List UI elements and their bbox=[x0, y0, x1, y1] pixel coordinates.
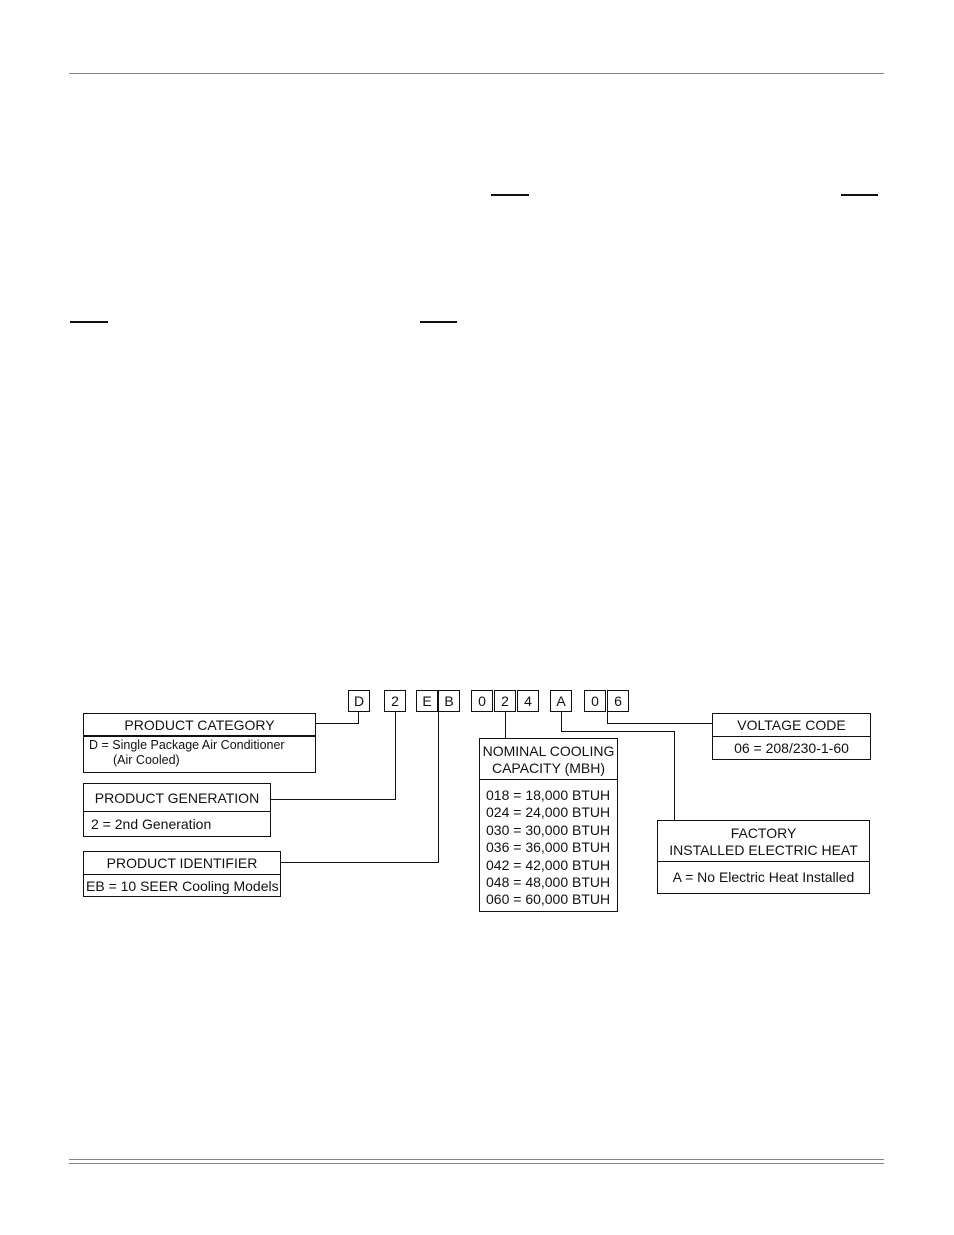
nominal-cooling-title-line2: CAPACITY (MBH) bbox=[491, 760, 606, 776]
voltage-code-box bbox=[712, 713, 871, 760]
capacity-option: 024 = 24,000 BTUH bbox=[486, 804, 611, 821]
capacity-option: 036 = 36,000 BTUH bbox=[486, 839, 611, 856]
capacity-option: 030 = 30,000 BTUH bbox=[486, 821, 611, 838]
electric-heat-value: A = No Electric Heat Installed bbox=[672, 869, 855, 885]
underline-mark bbox=[70, 321, 108, 323]
footer-rule-bottom bbox=[69, 1163, 884, 1164]
voltage-code-value: 06 = 208/230-1-60 bbox=[734, 740, 849, 756]
code-digit-voltage-2: 6 bbox=[607, 690, 629, 712]
footer-rule-top bbox=[69, 1159, 884, 1160]
product-category-line1: D = Single Package Air Conditioner bbox=[89, 738, 285, 752]
nominal-cooling-title-line1: NOMINAL COOLING bbox=[482, 743, 615, 759]
product-generation-value: 2 = 2nd Generation bbox=[91, 816, 212, 832]
capacity-option: 042 = 42,000 BTUH bbox=[486, 856, 611, 873]
product-identifier-value: EB = 10 SEER Cooling Models bbox=[86, 878, 279, 894]
connector-line bbox=[270, 799, 396, 800]
connector-line bbox=[607, 723, 713, 724]
code-letter-e: E bbox=[416, 690, 438, 712]
electric-heat-box bbox=[657, 820, 870, 894]
connector-line bbox=[561, 731, 675, 732]
connector-line bbox=[395, 712, 396, 800]
connector-line bbox=[280, 862, 439, 863]
voltage-code-title: VOLTAGE CODE bbox=[713, 714, 870, 737]
product-identifier-box bbox=[83, 851, 281, 897]
code-letter-b: B bbox=[438, 690, 460, 712]
product-category-values bbox=[84, 737, 315, 768]
nominal-cooling-values bbox=[480, 780, 617, 909]
connector-line bbox=[438, 712, 439, 863]
underline-mark bbox=[491, 194, 529, 196]
connector-line bbox=[315, 723, 359, 724]
header-rule bbox=[69, 73, 884, 74]
connector-line bbox=[674, 731, 675, 821]
nominal-cooling-capacity-box bbox=[479, 738, 618, 912]
underline-mark bbox=[841, 194, 878, 196]
capacity-option: 060 = 60,000 BTUH bbox=[486, 891, 611, 908]
electric-heat-title-line2: INSTALLED ELECTRIC HEAT bbox=[669, 842, 858, 858]
product-generation-title: PRODUCT GENERATION bbox=[84, 784, 270, 812]
product-generation-box bbox=[83, 783, 271, 837]
code-letter-generation: 2 bbox=[384, 690, 406, 712]
code-letter-heat: A bbox=[550, 690, 572, 712]
product-identifier-title: PRODUCT IDENTIFIER bbox=[84, 852, 280, 875]
code-digit-capacity-2: 2 bbox=[494, 690, 516, 712]
capacity-option: 018 = 18,000 BTUH bbox=[486, 787, 611, 803]
product-category-box bbox=[83, 713, 316, 773]
connector-line bbox=[561, 712, 562, 732]
electric-heat-title-line1: FACTORY bbox=[730, 825, 797, 841]
nominal-cooling-title bbox=[480, 739, 617, 780]
product-category-line2: (Air Cooled) bbox=[113, 753, 180, 767]
underline-mark bbox=[420, 321, 457, 323]
capacity-option: 048 = 48,000 BTUH bbox=[486, 874, 611, 891]
connector-line bbox=[505, 712, 506, 739]
code-letter-d: D bbox=[348, 690, 370, 712]
code-digit-capacity-1: 0 bbox=[471, 690, 493, 712]
code-digit-capacity-3: 4 bbox=[517, 690, 539, 712]
electric-heat-title bbox=[658, 821, 869, 862]
code-digit-voltage-1: 0 bbox=[584, 690, 606, 712]
product-category-title: PRODUCT CATEGORY bbox=[84, 714, 315, 737]
